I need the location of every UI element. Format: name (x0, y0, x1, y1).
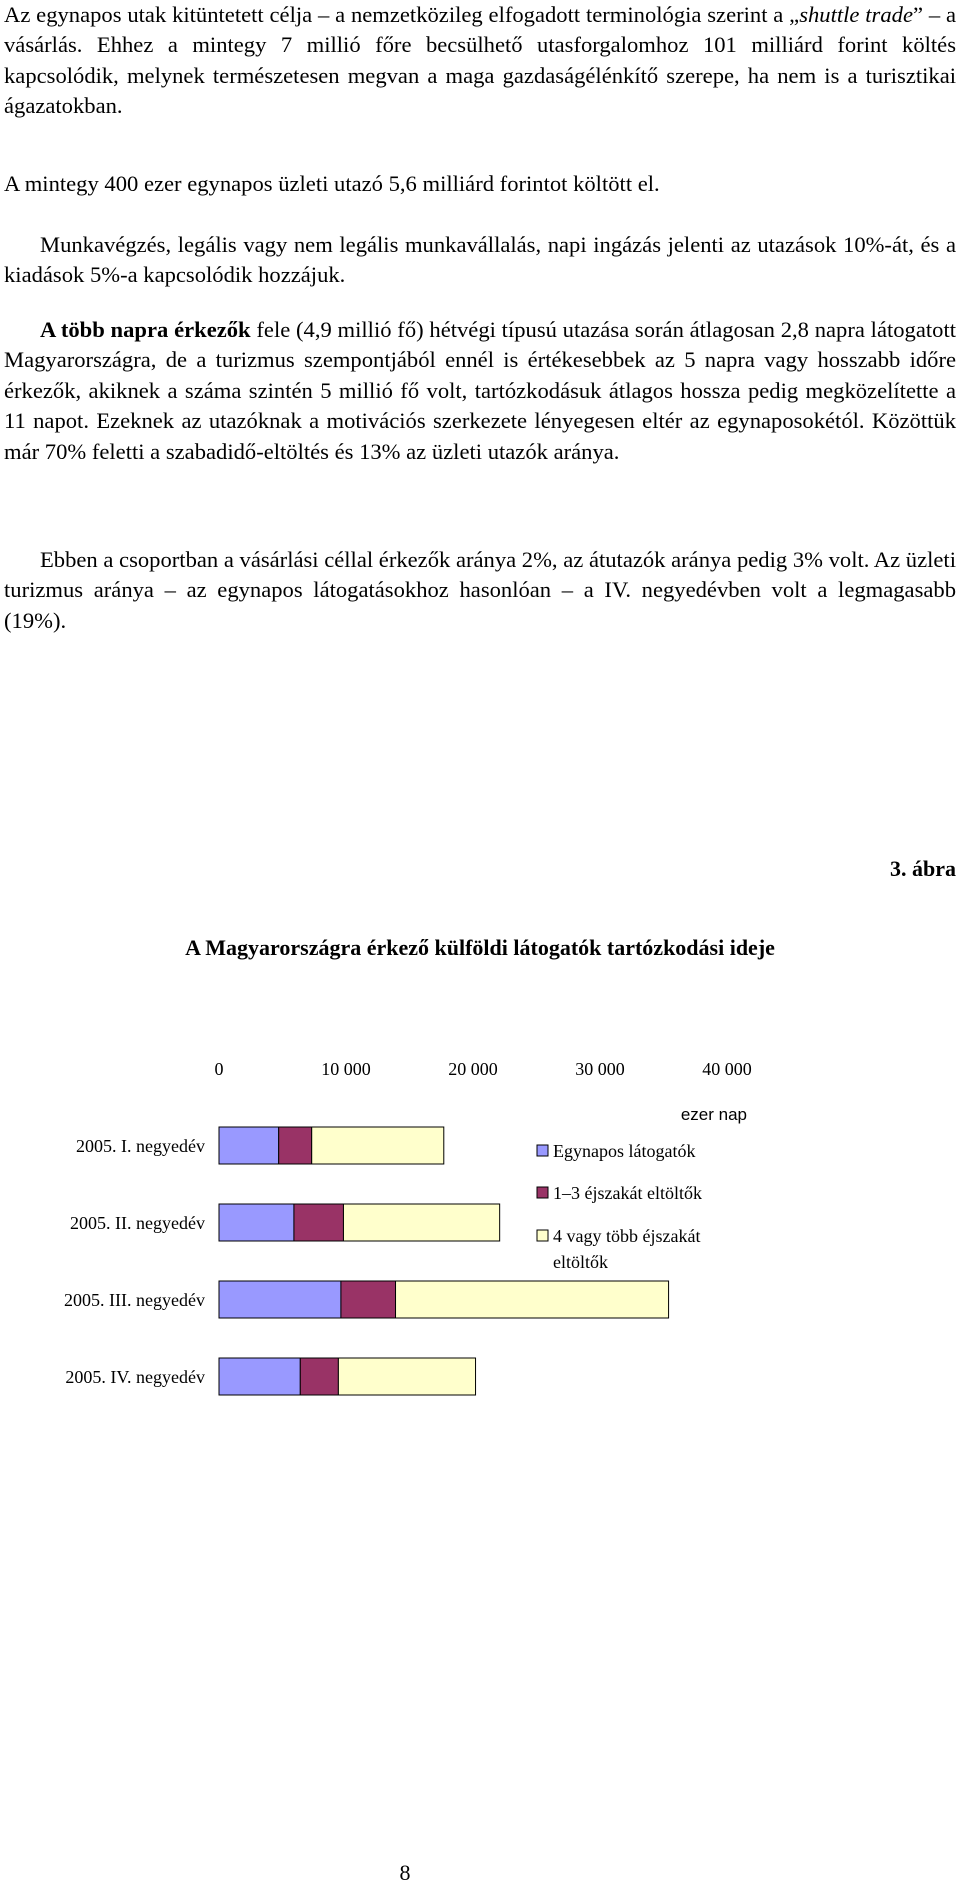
stacked-bar-chart (0, 1020, 960, 1440)
legend-label: Egynapos látogatók (553, 1141, 696, 1161)
bar-segment (343, 1204, 499, 1241)
bar-segment (219, 1127, 279, 1164)
category-label: 2005. I. negyedév (76, 1136, 205, 1156)
x-tick-label: 10 000 (321, 1059, 371, 1079)
category-label: 2005. III. negyedév (64, 1290, 205, 1310)
category-label: 2005. II. negyedév (70, 1213, 205, 1233)
p1-italic-term: shuttle trade (799, 2, 913, 27)
bar-segment (300, 1358, 338, 1395)
bar-segment (219, 1281, 341, 1318)
paragraph-shuttle-trade (4, 0, 956, 122)
x-tick-label: 40 000 (702, 1059, 752, 1079)
unit-label: ezer nap (680, 1105, 747, 1124)
legend-swatch (537, 1187, 548, 1198)
chart-legend (537, 1141, 702, 1272)
bar-segment (396, 1281, 669, 1318)
bar-segment (219, 1204, 294, 1241)
bar-segment (341, 1281, 396, 1318)
legend-label: 1–3 éjszakát eltöltők (553, 1183, 702, 1203)
paragraph-shopping-share: Ebben a csoportban a vásárlási céllal érkezők aránya 2%, az átutazók aránya pedig 3% volt. Az üzleti turizmus aránya – az egynapos látogatásokhoz hasonlóan – a IV. negyedévben volt a legmagasabb (19%). (4, 547, 956, 633)
category-label: 2005. IV. negyedév (65, 1367, 205, 1387)
paragraph-business-travelers: A mintegy 400 ezer egynapos üzleti utazó 5,6 milliárd forintot költött el. (4, 171, 660, 196)
p4-text: fele (4,9 millió fő) hétvégi típusú utazása során átlagosan 2,8 napra látogatott Magyarországra, de a turizmus szempontjából ennél is értékesebbek az 5 napra vagy hosszabb időre érkezők, akiknek a száma szintén 5 millió fő volt, tartózkodásuk átlagos hossza pedig megközelítette a 11 napot. Ezeknek az utazóknak a motivációs szerkezete lényegesen eltér az egynaposokétól. Közöttük már 70% feletti a szabadidő-eltöltés és 13% az üzleti utazók aránya. (4, 317, 956, 464)
bar-segment (312, 1127, 444, 1164)
bar-segment (279, 1127, 312, 1164)
category-labels (64, 1136, 205, 1387)
bar-segment (294, 1204, 344, 1241)
x-tick-label: 0 (214, 1059, 224, 1079)
legend-swatch (537, 1145, 548, 1156)
bar-segment (338, 1358, 475, 1395)
legend-swatch (537, 1230, 548, 1241)
p1-text-end: ” – a vásárlás. Ehhez a mintegy 7 millió főre becsülhető utasforgalomhoz 101 milliárd forint költés kapcsolódik, melynek természetesen megvan a maga gazdaságélénkítő szerepe, ha nem is a turisztikai ágazatokban. (4, 2, 957, 119)
x-tick-label: 30 000 (575, 1059, 625, 1079)
x-axis (215, 1059, 752, 1124)
bar-segment (219, 1358, 300, 1395)
figure-label: 3. ábra (890, 856, 956, 881)
paragraph-work-travel: Munkavégzés, legális vagy nem legális munkavállalás, napi ingázás jelenti az utazások 10%-át, és a kiadások 5%-a kapcsolódik hozzájuk. (4, 232, 956, 288)
legend-label: 4 vagy több éjszakát eltöltők (553, 1226, 701, 1272)
page-number: 8 (399, 1860, 411, 1885)
paragraph-multi-day (4, 315, 956, 467)
x-tick-label: 20 000 (448, 1059, 498, 1079)
chart-title: A Magyarországra érkező külföldi látogatók tartózkodási ideje (185, 935, 775, 960)
p1-text-start: Az egynapos utak kitüntetett célja – a nemzetközileg elfogadott terminológia szerint a „ (4, 2, 800, 27)
p4-bold-lead: A több napra érkezők (40, 317, 251, 342)
